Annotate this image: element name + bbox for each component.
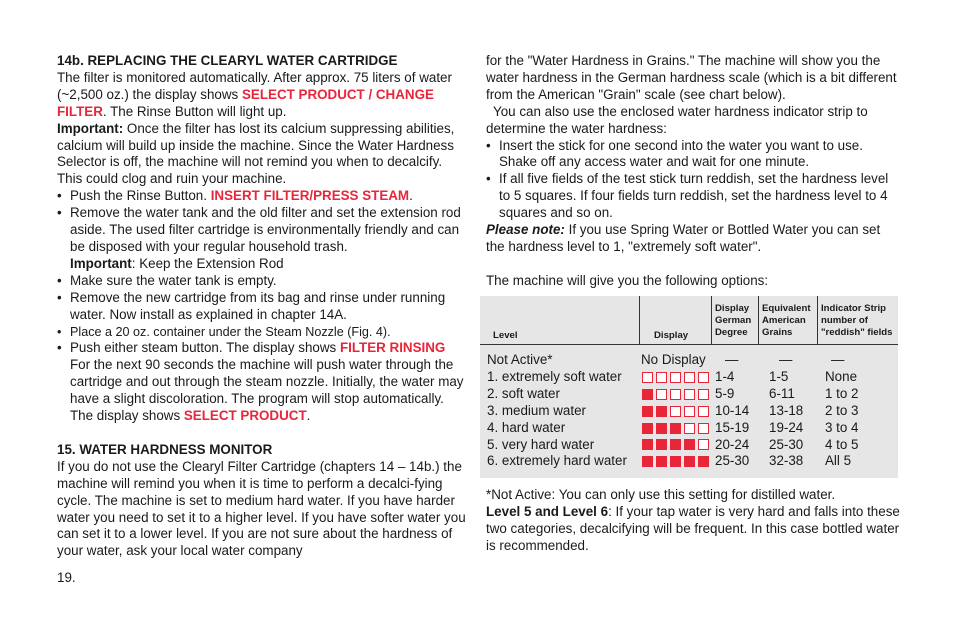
cell-american-grains: 6-11 [769,385,795,401]
header-level: Level [493,330,518,341]
cell-display: No Display [641,352,706,367]
empty-square-icon [698,372,709,383]
filled-square-icon [670,456,681,467]
text: Once the filter has lost its calcium suppressing abilities, calcium will build up inside the machine. Since the Water Hardness Selector is off, the machine will not remind you when to decalcify. This could clog and ruin your machine. [57,120,455,187]
cell-german-degree: 15-19 [715,419,750,435]
cell-strip-fields: 1 to 2 [825,385,859,401]
filled-square-icon [642,389,653,400]
text: . [306,408,311,424]
empty-square-icon [698,406,709,417]
list-item [57,273,469,290]
important-label: Important: [57,120,124,136]
filled-square-icon [642,406,653,417]
header-german [715,303,751,338]
filled-square-icon [656,423,667,434]
list-item [57,324,469,341]
empty-square-icon [656,372,667,383]
cell-level: 6. extremely hard water [487,453,627,469]
empty-square-icon [684,389,695,400]
page-number: 19. [57,570,76,585]
important-label: Important [70,255,132,271]
list-item [486,171,900,222]
cell-strip-fields: All 5 [825,453,852,469]
section-heading-15: 15. WATER HARDNESS MONITOR [57,441,273,457]
empty-square-icon [684,372,695,383]
empty-square-icon [670,372,681,383]
cell-strip-fields: None [825,368,858,384]
display-message: FILTER RINSING [339,340,446,356]
header-american [762,303,811,338]
filled-square-icon [656,406,667,417]
paragraph-indicator-strip: You can also use the enclosed water hardness indicator strip to determine the water hardness: [486,103,868,136]
text: Make sure the water tank is empty. [70,272,277,288]
hardness-squares [642,386,712,403]
list-item [57,205,469,273]
cell-level: 5. very hard water [487,436,595,452]
cell-level: 1. extremely soft water [487,368,622,384]
list-item [57,290,469,324]
text: : If your tap water is very hard and falls into these two categories, decalcifying will be frequent. In this case bottled water is recommended. [486,503,900,553]
hardness-squares [642,437,712,454]
bullet: • [486,137,491,153]
hardness-squares [642,403,712,420]
cell-german-degree: — [725,352,739,367]
paragraph-hardness-grains: for the "Water Hardness in Grains." The machine will show you the water hardness in the German hardness scale (which is a bit different from the American "Grain" scale (see chart below). [486,53,897,102]
cell-level: 2. soft water [487,385,560,401]
empty-square-icon [642,372,653,383]
empty-square-icon [670,406,681,417]
cell-level: 4. hard water [487,419,566,435]
note-label: Please note: [486,222,565,238]
footnote-not-active: *Not Active: You can only use this setting for distilled water. [486,487,836,502]
text: Remove the new cartridge from its bag and rinse under running water. Now install as explained in chapter 14A. [70,289,446,322]
empty-square-icon [670,389,681,400]
empty-square-icon [684,423,695,434]
bullet: • [57,340,62,356]
level-label: Level 5 and Level 6 [486,503,609,519]
text: . The Rinse Button will light up. [102,103,287,119]
paragraph-filter-monitor [57,70,469,121]
filled-square-icon [670,423,681,434]
hardness-squares [642,420,712,437]
filled-square-icon [642,456,653,467]
header-display: Display [654,330,689,341]
filled-square-icon [656,439,667,450]
paragraph-important [57,121,469,189]
bullet: • [486,171,491,187]
filled-square-icon [684,439,695,450]
cell-american-grains: 25-30 [769,436,804,452]
display-message: SELECT PRODUCT [183,408,307,424]
right-column [486,53,900,290]
text: The filter is monitored automatically. After approx. 75 liters of water (~2,500 oz.) the display shows [57,69,452,102]
cell-level: Not Active* [487,352,553,367]
empty-square-icon [656,389,667,400]
bullet: • [57,188,62,204]
cell-german-degree: 5-9 [715,385,735,401]
bullet: • [57,324,62,339]
bullet: • [57,289,62,305]
text: If all five fields of the test stick turn reddish, set the hardness level to 5 squares. If four fields turn reddish, set the hardness level to 4 squares and so on. [499,171,889,221]
cell-american-grains: 19-24 [769,419,804,435]
bullet: • [57,205,62,221]
header-line: American [762,314,806,326]
display-message: SELECT PRODUCT / CHANGE FILTER [57,86,434,119]
column-divider [758,296,759,344]
header-line: Indicator Strip [821,303,887,314]
cell-american-grains: 32-38 [769,453,804,469]
display-message: INSERT FILTER/PRESS STEAM [210,188,410,204]
header-line: "reddish" fields [821,326,893,338]
filled-square-icon [698,456,709,467]
paragraph-options: The machine will give you the following options: [486,272,769,288]
hardness-squares [642,369,712,386]
table-footnotes [486,487,900,555]
cell-strip-fields: — [831,352,845,367]
text: . [409,188,413,204]
text: : Keep the Extension Rod [131,255,284,271]
filled-square-icon [684,456,695,467]
empty-square-icon [698,439,709,450]
list-item [486,138,900,172]
hardness-squares [642,453,712,470]
footnote-level-5-6 [486,504,900,555]
hardness-table [480,296,898,478]
paragraph-note [486,222,900,256]
cell-german-degree: 10-14 [715,402,750,418]
paragraph-hardness-monitor: If you do not use the Clearyl Filter Cartridge (chapters 14 – 14b.) the machine will remind you when it is time to perform a decalci-fying cycle. The machine is set to medium hard water. If you have harder water you need to set it to a higher level. If you have softer water you can set it to a lower level. If you are not sure about the hardness of your water, ask your local water company [57,458,466,559]
text: Remove the water tank and the old filter and set the extension rod aside. The used filter cartridge is environmentally friendly and can be disposed with your regular household trash. [70,205,461,254]
cell-german-degree: 25-30 [715,453,750,469]
header-line: Display [715,303,750,314]
list-item [57,188,469,205]
cell-german-degree: 20-24 [715,436,750,452]
filled-square-icon [642,423,653,434]
empty-square-icon [698,423,709,434]
text: Push the Rinse Button. [70,188,211,204]
list-item [57,340,469,425]
cell-level: 3. medium water [487,402,586,418]
header-line: number of [821,314,868,326]
empty-square-icon [684,406,695,417]
header-line: Degree [715,326,748,338]
cell-american-grains: — [779,352,793,367]
text: Insert the stick for one second into the water you want to use. Shake off any access water and wait for one minute. [499,137,863,170]
empty-square-icon [698,389,709,400]
header-line: Grains [762,326,793,338]
text: Place a 20 oz. container under the Steam Nozzle (Fig. 4). [70,324,391,339]
filled-square-icon [656,456,667,467]
text: Push either steam button. The display shows [70,340,340,356]
filled-square-icon [670,439,681,450]
header-line: Equivalent [762,303,811,314]
cell-strip-fields: 2 to 3 [825,402,859,418]
header-divider [480,344,898,345]
column-divider [711,296,712,344]
cell-strip-fields: 4 to 5 [825,436,859,452]
filled-square-icon [642,439,653,450]
column-divider [817,296,818,344]
text: For the next 90 seconds the machine will push water through the cartridge and out through the steam nozzle. Initially, the water may have a slight discoloration. The program will stop automatically. The display shows [70,357,464,424]
section-heading-14b: 14b. REPLACING THE CLEARYL WATER CARTRIDGE [57,53,398,68]
cell-german-degree: 1-4 [715,368,735,384]
header-line: German [715,314,752,326]
cell-american-grains: 1-5 [769,368,789,384]
column-divider [639,296,640,344]
cell-strip-fields: 3 to 4 [825,419,859,435]
header-strip [821,303,892,338]
text: If you use Spring Water or Bottled Water you can set the hardness level to 1, "extremely soft water". [486,222,881,254]
bullet: • [57,272,62,288]
cell-american-grains: 13-18 [769,402,804,418]
left-column [57,53,469,560]
